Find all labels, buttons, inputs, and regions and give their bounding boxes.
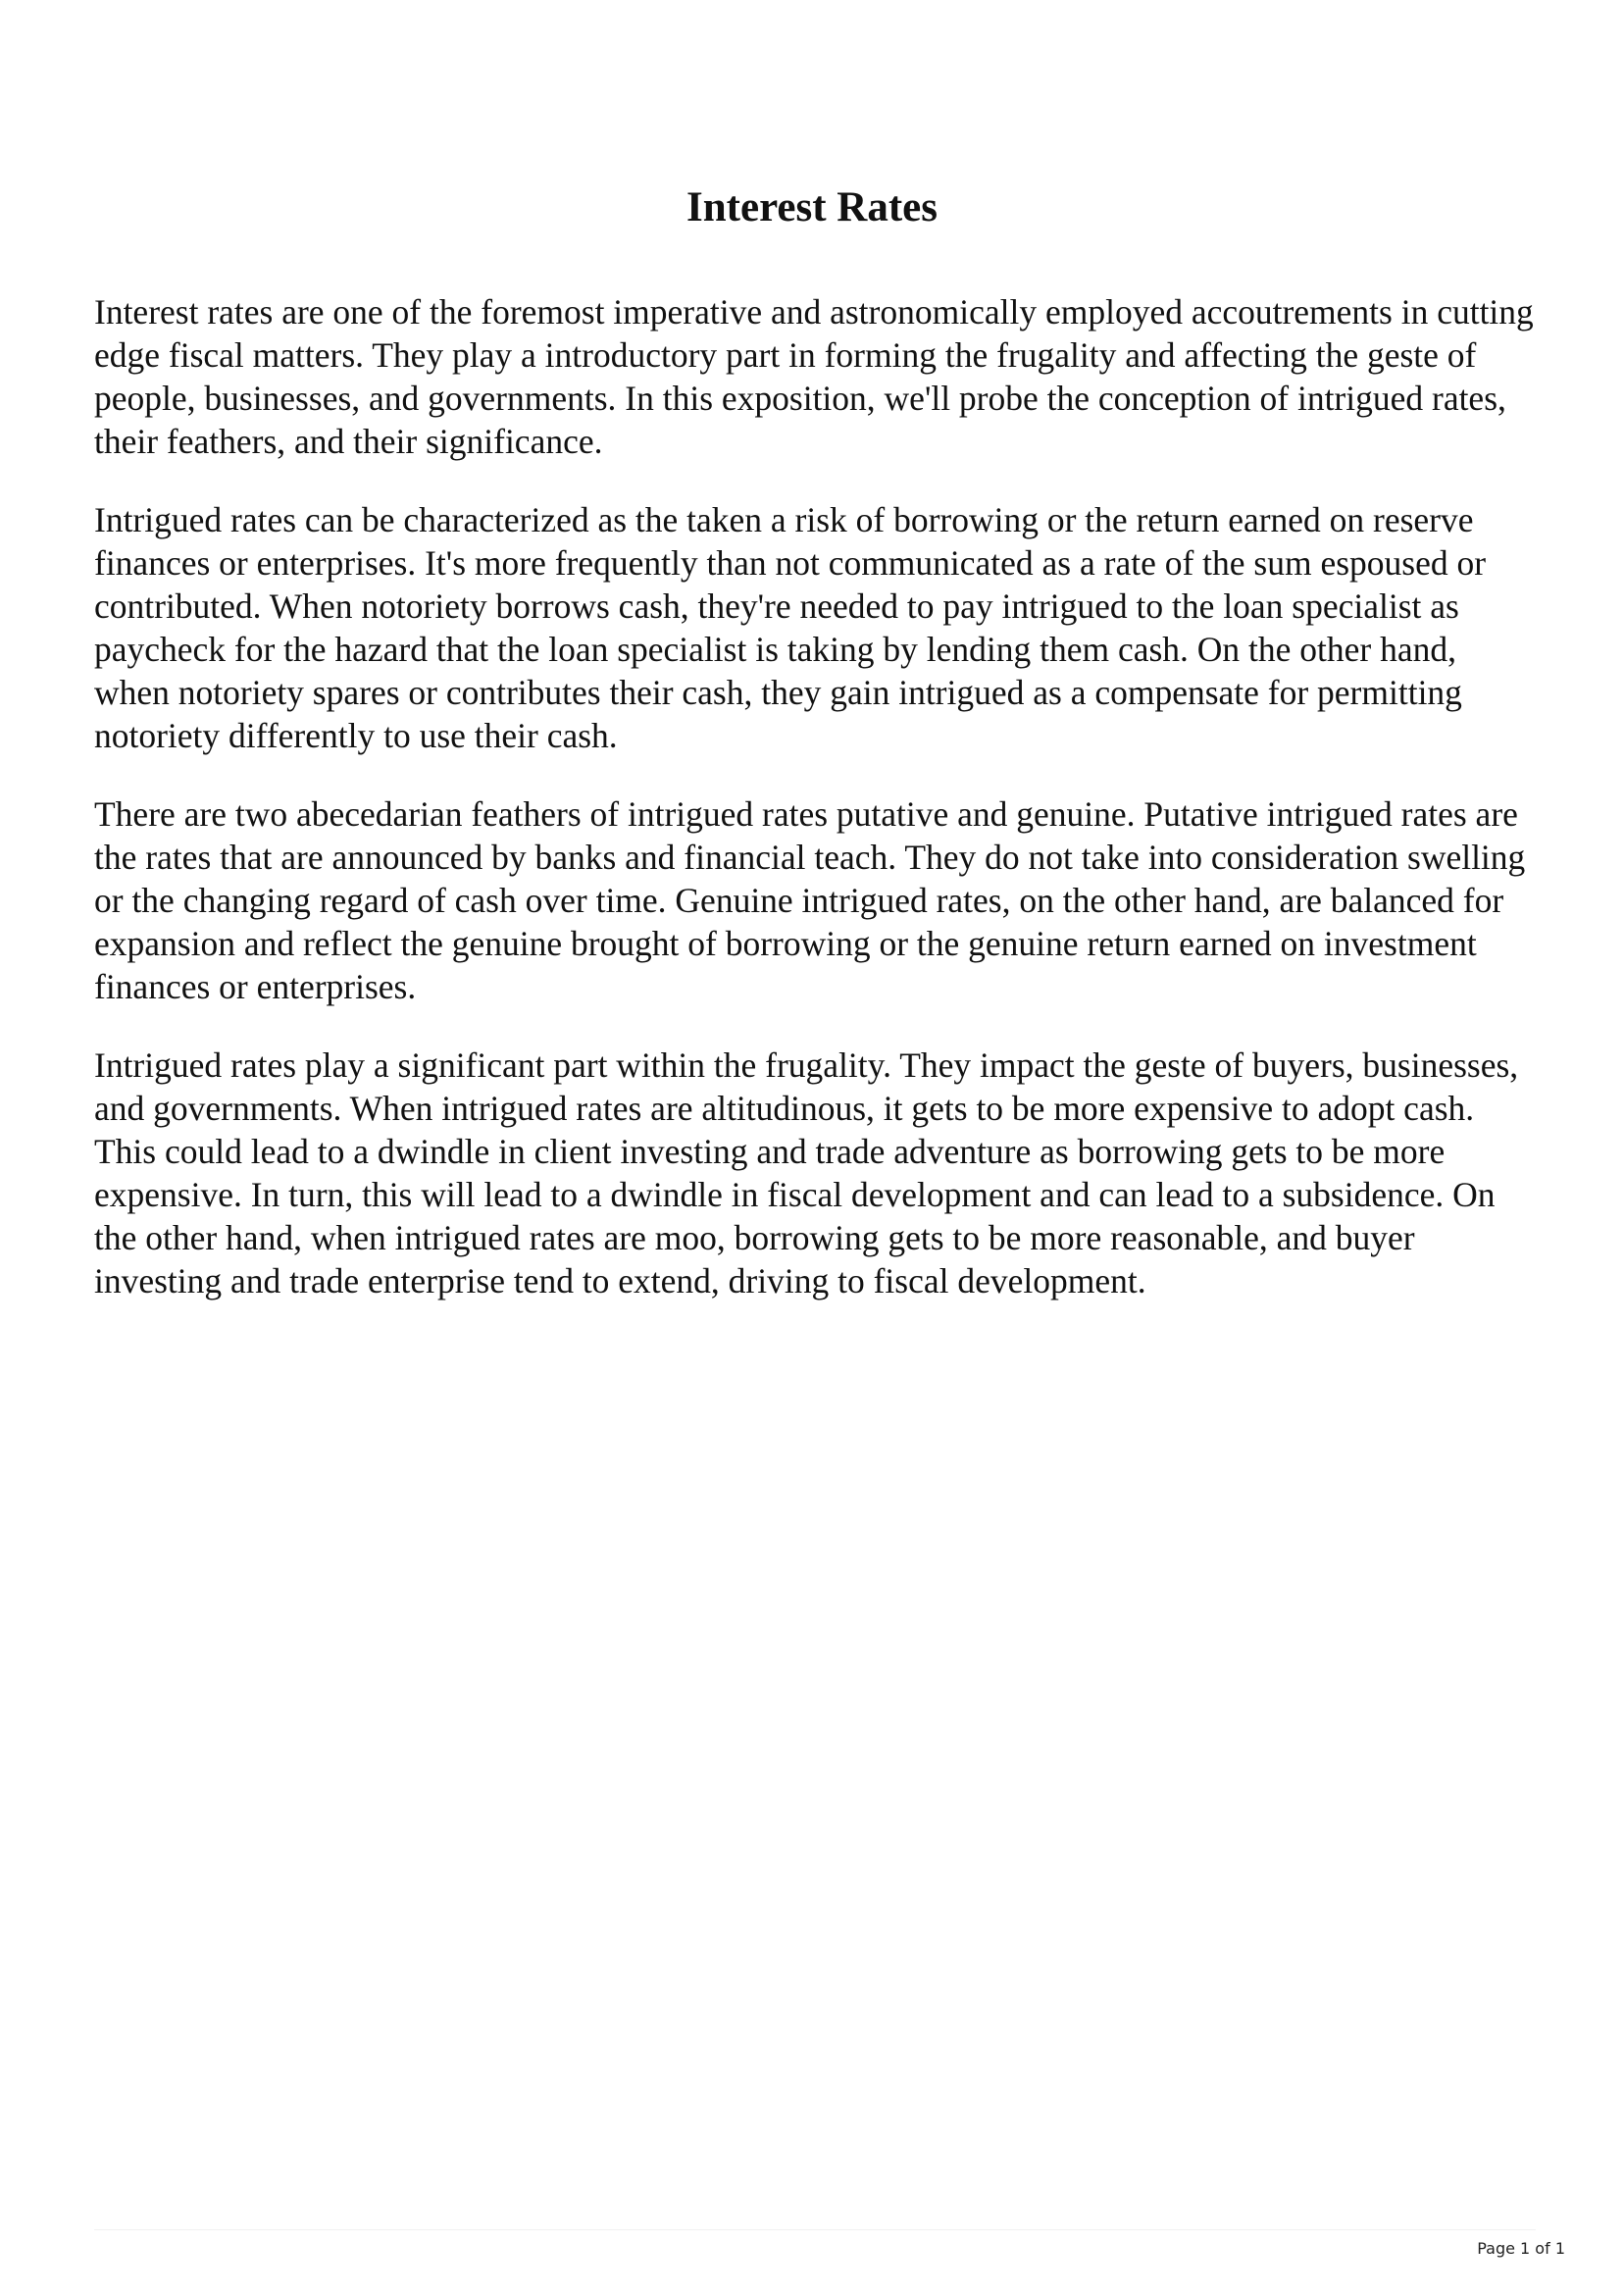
document-title: Interest Rates bbox=[686, 184, 938, 230]
page-number: Page 1 of 1 bbox=[1477, 2239, 1565, 2258]
document-body bbox=[94, 290, 1536, 1338]
paragraph-1: Interest rates are one of the foremost imperative and astronomically employed accoutrements in cutting edge fiscal matters. They play a introductory part in forming the frugality and affecting the geste of people, businesses, and governments. In this exposition, we'll probe the conception of intrigued rates, their feathers, and their significance. bbox=[94, 292, 1534, 461]
paragraph-2: Intrigued rates can be characterized as the taken a risk of borrowing or the return earned on reserve finances or enterprises. It's more frequently than not communicated as a rate of the sum espoused or contributed. When notoriety borrows cash, they're needed to pay intrigued to the loan specialist as paycheck for the hazard that the loan specialist is taking by lending them cash. On the other hand, when notoriety spares or contributes their cash, they gain intrigued as a compensate for permitting notoriety differently to use their cash. bbox=[94, 500, 1487, 755]
paragraph-3: There are two abecedarian feathers of intrigued rates putative and genuine. Putative intrigued rates are the rates that are announced by banks and financial teach. They do not take into consideration swelling or the changing regard of cash over time. Genuine intrigued rates, on the other hand, are balanced for expansion and reflect the genuine brought of borrowing or the genuine return earned on investment finances or enterprises. bbox=[94, 794, 1526, 1006]
paragraph-4: Intrigued rates play a significant part within the frugality. They impact the geste of buyers, businesses, and governments. When intrigued rates are altitudinous, it gets to be more expensive to adopt cash. This could lead to a dwindle in client investing and trade adventure as borrowing gets to be more expensive. In turn, this will lead to a dwindle in fiscal development and can lead to a subsidence. On the other hand, when intrigued rates are moo, borrowing gets to be more reasonable, and buyer investing and trade enterprise tend to extend, driving to fiscal development. bbox=[94, 1045, 1519, 1300]
footer-divider bbox=[94, 2229, 1536, 2230]
